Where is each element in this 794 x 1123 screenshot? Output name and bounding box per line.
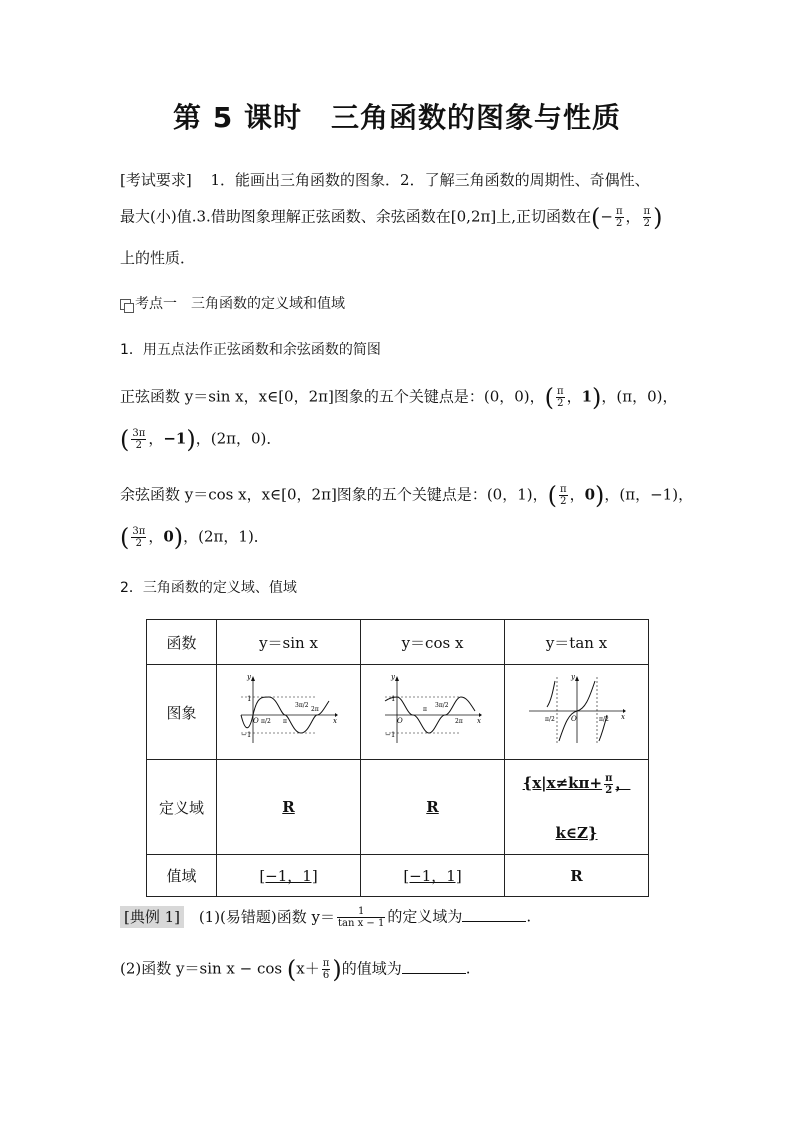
trig-properties-table: [146, 619, 649, 897]
domain-cos: R: [361, 760, 505, 855]
tangent-graph: [527, 675, 627, 745]
requirements-text1: 1．能画出三角函数的图象．2．了解三角函数的周期性、奇偶性、: [210, 171, 650, 189]
header-function: 函数: [147, 620, 217, 665]
svg-text:π/2: π/2: [598, 716, 609, 723]
svg-text:−1: −1: [384, 731, 395, 739]
requirements-line3: 上的性质．: [120, 249, 196, 267]
cos-graph-cell: [361, 665, 505, 760]
svg-text:x: x: [476, 717, 481, 725]
cosine-points-line1: 余弦函数 y＝cos x，x∈[0，2π]图象的五个关键点是：(0，1)，( $\frac{\pi}{2}$ ，0)，(π，−1)，: [120, 481, 694, 510]
sine-graph: [239, 675, 339, 745]
row-label-domain: 定义域: [147, 760, 217, 855]
svg-text:π/2: π/2: [260, 718, 271, 725]
header-sin: y＝sin x: [217, 620, 361, 665]
svg-text:1: 1: [390, 695, 395, 703]
example-tag: [典例 1]: [120, 906, 184, 928]
domain-tan: {x|x≠kπ+ $\frac{\pi}{2}$ ， k∈Z}: [505, 760, 649, 855]
section-heading: 考点一 三角函数的定义域和值域: [120, 294, 345, 314]
sin-graph-cell: [217, 665, 361, 760]
cosine-points-line2: ( $\frac{3\pi}{2}$ ，0)，(2π，1)．: [120, 523, 269, 552]
sine-y-label: y: [246, 675, 251, 681]
requirements-line2: 最大(小)值.3.借助图象理解正弦函数、余弦函数在[0,2π]上,正切函数在(− $\frac{\pi}{2}$ ， $\frac{\pi}{2}$ ): [120, 203, 663, 232]
fraction-neg-pi-2: $\frac{\pi}{2}$: [615, 206, 623, 229]
requirements-line1: [120, 170, 650, 190]
svg-text:x: x: [332, 717, 337, 725]
header-cos: y＝cos x: [361, 620, 505, 665]
domain-sin: R: [217, 760, 361, 855]
svg-text:3π/2: 3π/2: [294, 702, 309, 709]
sine-points-line2: ( $\frac{3\pi}{2}$ ，−1)，(2π，0)．: [120, 425, 282, 454]
requirements-text2: 最大(小)值.3.借助图象理解正弦函数、余弦函数在[0,2π]上,正切函数在: [120, 207, 591, 226]
answer-blank-2[interactable]: [402, 959, 466, 974]
tan-graph-cell: [505, 665, 649, 760]
svg-text:−1: −1: [240, 731, 251, 739]
svg-text:2π: 2π: [454, 718, 463, 725]
row-label-graph: 图象: [147, 665, 217, 760]
svg-text:π/2: π/2: [544, 716, 555, 723]
svg-text:3π/2: 3π/2: [434, 702, 449, 709]
header-tan: y＝tan x: [505, 620, 649, 665]
fraction-pi-2: $\frac{\pi}{2}$: [643, 206, 651, 229]
range-sin: [−1，1]: [217, 855, 361, 897]
svg-text:y: y: [570, 675, 575, 681]
sine-points-line1: 正弦函数 y＝sin x，x∈[0，2π]图象的五个关键点是：(0，0)，( $\frac{\pi}{2}$ ，1)，(π，0)，: [120, 383, 678, 412]
svg-text:O: O: [396, 717, 403, 725]
item1-title: 1．用五点法作正弦函数和余弦函数的简图: [120, 342, 381, 358]
svg-text:O: O: [252, 717, 259, 725]
svg-text:2π: 2π: [310, 706, 319, 713]
example-question-2: (2)函数 y＝sin x − cos (x＋ $\frac{\pi}{6}$ )的值域为 .: [120, 955, 471, 984]
answer-blank-1[interactable]: [462, 907, 526, 922]
page-title: 第 5 课时 三角函数的图象与性质: [173, 101, 621, 134]
svg-text:x: x: [620, 713, 625, 721]
range-tan: R: [505, 855, 649, 897]
requirements-label: [考试要求]: [120, 171, 192, 189]
svg-text:y: y: [390, 675, 395, 681]
section-marker-icon: [120, 299, 131, 310]
range-cos: [−1，1]: [361, 855, 505, 897]
example-question-1: [典例 1] (1)(易错题)函数 y＝ $\frac{1}{\text{tan x − 1}}$ 的定义域为 .: [120, 906, 531, 929]
svg-text:O: O: [570, 715, 577, 723]
svg-text:π: π: [282, 718, 287, 725]
svg-text:1: 1: [246, 695, 251, 703]
svg-text:π: π: [422, 706, 427, 713]
item2-title: 2．三角函数的定义域、值域: [120, 580, 297, 596]
cosine-graph: [383, 675, 483, 745]
row-label-range: 值域: [147, 855, 217, 897]
